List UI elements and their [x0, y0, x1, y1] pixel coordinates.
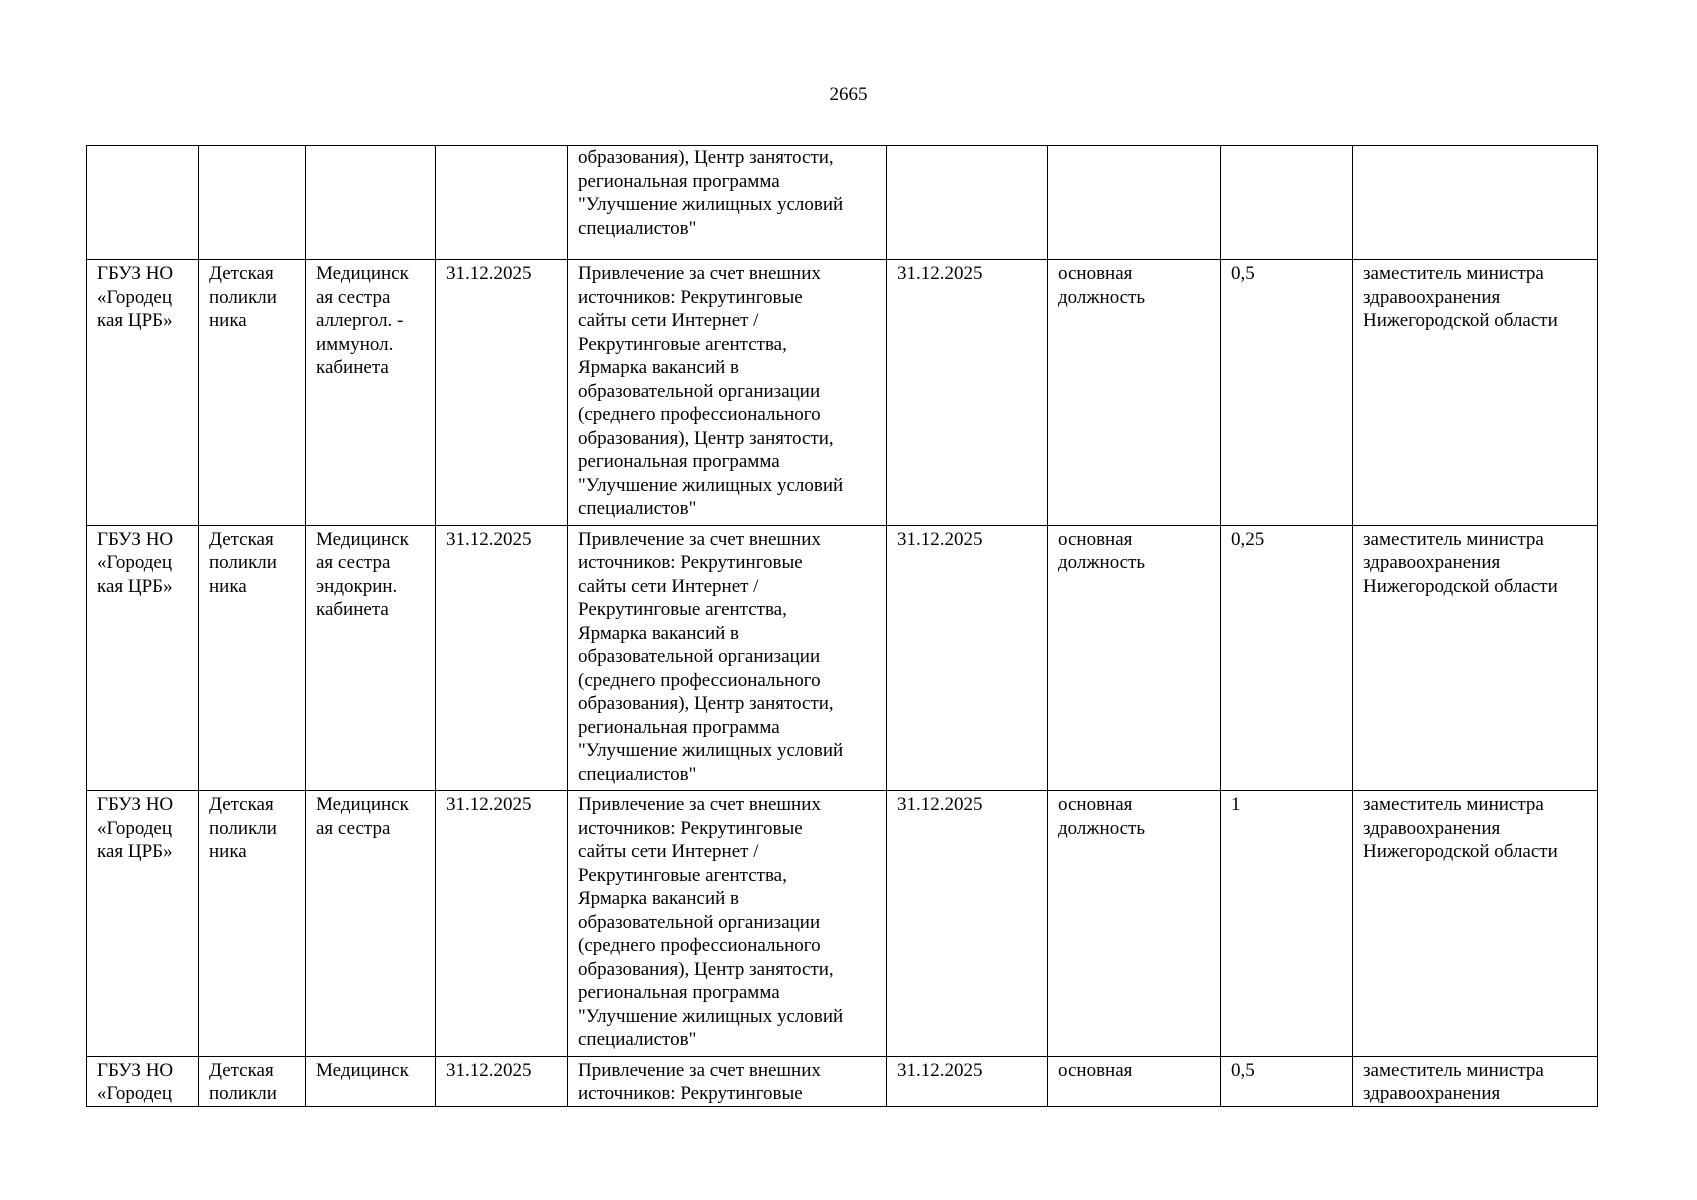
- date-cell: [436, 791, 568, 1057]
- cell-text: 31.12.2025: [446, 794, 532, 815]
- measures-cell: [568, 525, 887, 791]
- cell-text: 31.12.2025: [446, 528, 532, 550]
- responsible-cell: [1353, 146, 1598, 260]
- cell-text: 1: [1231, 794, 1241, 815]
- position-cell: [306, 260, 436, 526]
- employment-type-cell: [1048, 260, 1221, 526]
- position-cell: [306, 1056, 436, 1106]
- table-row: [87, 525, 1598, 791]
- vacancy-table: [86, 145, 1598, 1107]
- cell-text: Детская поликли ника: [209, 263, 277, 331]
- table-row: [87, 1056, 1598, 1106]
- date-cell: [436, 525, 568, 791]
- cell-text: образования), Центр занятости, региональная программа "Улучшение жилищных условий специалистов": [578, 147, 844, 239]
- measures-cell: [568, 791, 887, 1057]
- cell-text: ГБУЗ НО «Городец кая ЦРБ»: [97, 794, 174, 862]
- department-cell: [199, 791, 306, 1057]
- rate-cell: [1221, 791, 1353, 1057]
- cell-text: заместитель министра здравоохранения Нижегородской области: [1363, 528, 1558, 597]
- department-cell: [199, 525, 306, 791]
- cell-text: Детская поликли: [209, 1059, 277, 1104]
- cell-text: основная: [1058, 1059, 1133, 1081]
- cell-text: Медицинск ая сестра эндокрин. кабинета: [316, 528, 409, 620]
- position-cell: [306, 791, 436, 1057]
- deadline-cell: [887, 260, 1048, 526]
- position-cell: [306, 146, 436, 260]
- cell-text: 31.12.2025: [897, 1059, 983, 1081]
- department-cell: [199, 146, 306, 260]
- institution-cell: [87, 525, 199, 791]
- deadline-cell: [887, 525, 1048, 791]
- cell-text: 0,5: [1231, 1059, 1255, 1081]
- table-row: [87, 260, 1598, 526]
- cell-text: ГБУЗ НО «Городец кая ЦРБ»: [97, 528, 174, 597]
- cell-text: Привлечение за счет внешних источников: Рекрутинговые сайты сети Интернет / Рекрутинговые агентства, Ярмарка вакансий в образовательной организации (среднего профессионального образования), Центр занятости, региональная программа "Улучшение жилищных условий специалистов": [578, 263, 844, 519]
- cell-text: 31.12.2025: [446, 1059, 532, 1081]
- employment-type-cell: [1048, 146, 1221, 260]
- measures-cell: [568, 1056, 887, 1106]
- deadline-cell: [887, 791, 1048, 1057]
- cell-text: основная должность: [1058, 263, 1146, 308]
- date-cell: [436, 1056, 568, 1106]
- cell-text: ГБУЗ НО «Городец кая ЦРБ»: [97, 263, 174, 331]
- measures-cell: [568, 146, 887, 260]
- cell-text: основная должность: [1058, 794, 1146, 839]
- cell-text: Медицинск: [316, 1059, 409, 1081]
- rate-cell: [1221, 146, 1353, 260]
- rate-cell: [1221, 525, 1353, 791]
- position-cell: [306, 525, 436, 791]
- institution-cell: [87, 260, 199, 526]
- cell-text: 0,5: [1231, 263, 1255, 284]
- cell-text: Медицинск ая сестра: [316, 794, 409, 839]
- deadline-cell: [887, 1056, 1048, 1106]
- cell-text: 31.12.2025: [897, 528, 983, 550]
- responsible-cell: [1353, 525, 1598, 791]
- table-body: [87, 146, 1598, 1107]
- institution-cell: [87, 1056, 199, 1106]
- date-cell: [436, 260, 568, 526]
- rate-cell: [1221, 1056, 1353, 1106]
- employment-type-cell: [1048, 525, 1221, 791]
- measures-cell: [568, 260, 887, 526]
- department-cell: [199, 260, 306, 526]
- responsible-cell: [1353, 791, 1598, 1057]
- cell-text: Привлечение за счет внешних источников: Рекрутинговые: [578, 1059, 821, 1104]
- institution-cell: [87, 791, 199, 1057]
- cell-text: 31.12.2025: [446, 263, 532, 284]
- cell-text: заместитель министра здравоохранения: [1363, 1059, 1544, 1104]
- cell-text: 31.12.2025: [897, 794, 983, 815]
- page-number: 2665: [829, 84, 868, 105]
- cell-text: ГБУЗ НО «Городец: [97, 1059, 174, 1104]
- rate-cell: [1221, 260, 1353, 526]
- employment-type-cell: [1048, 791, 1221, 1057]
- cell-text: Привлечение за счет внешних источников: Рекрутинговые сайты сети Интернет / Рекрутинговые агентства, Ярмарка вакансий в образовательной организации (среднего профессионального образования), Центр занятости, региональная программа "Улучшение жилищных условий специалистов": [578, 794, 844, 1050]
- cell-text: Детская поликли ника: [209, 794, 277, 862]
- department-cell: [199, 1056, 306, 1106]
- cell-text: заместитель министра здравоохранения Нижегородской области: [1363, 263, 1558, 331]
- cell-text: основная должность: [1058, 528, 1146, 573]
- deadline-cell: [887, 146, 1048, 260]
- cell-text: 31.12.2025: [897, 263, 983, 284]
- cell-text: 0,25: [1231, 528, 1265, 550]
- table-row: [87, 146, 1598, 260]
- institution-cell: [87, 146, 199, 260]
- cell-text: заместитель министра здравоохранения Нижегородской области: [1363, 794, 1558, 862]
- date-cell: [436, 146, 568, 260]
- responsible-cell: [1353, 260, 1598, 526]
- table-row: [87, 791, 1598, 1057]
- responsible-cell: [1353, 1056, 1598, 1106]
- cell-text: Медицинск ая сестра аллергол. - иммунол. кабинета: [316, 263, 409, 378]
- cell-text: Привлечение за счет внешних источников: Рекрутинговые сайты сети Интернет / Рекрутинговые агентства, Ярмарка вакансий в образовательной организации (среднего профессионального образования), Центр занятости, региональная программа "Улучшение жилищных условий специалистов": [578, 528, 844, 785]
- cell-text: Детская поликли ника: [209, 528, 277, 597]
- employment-type-cell: [1048, 1056, 1221, 1106]
